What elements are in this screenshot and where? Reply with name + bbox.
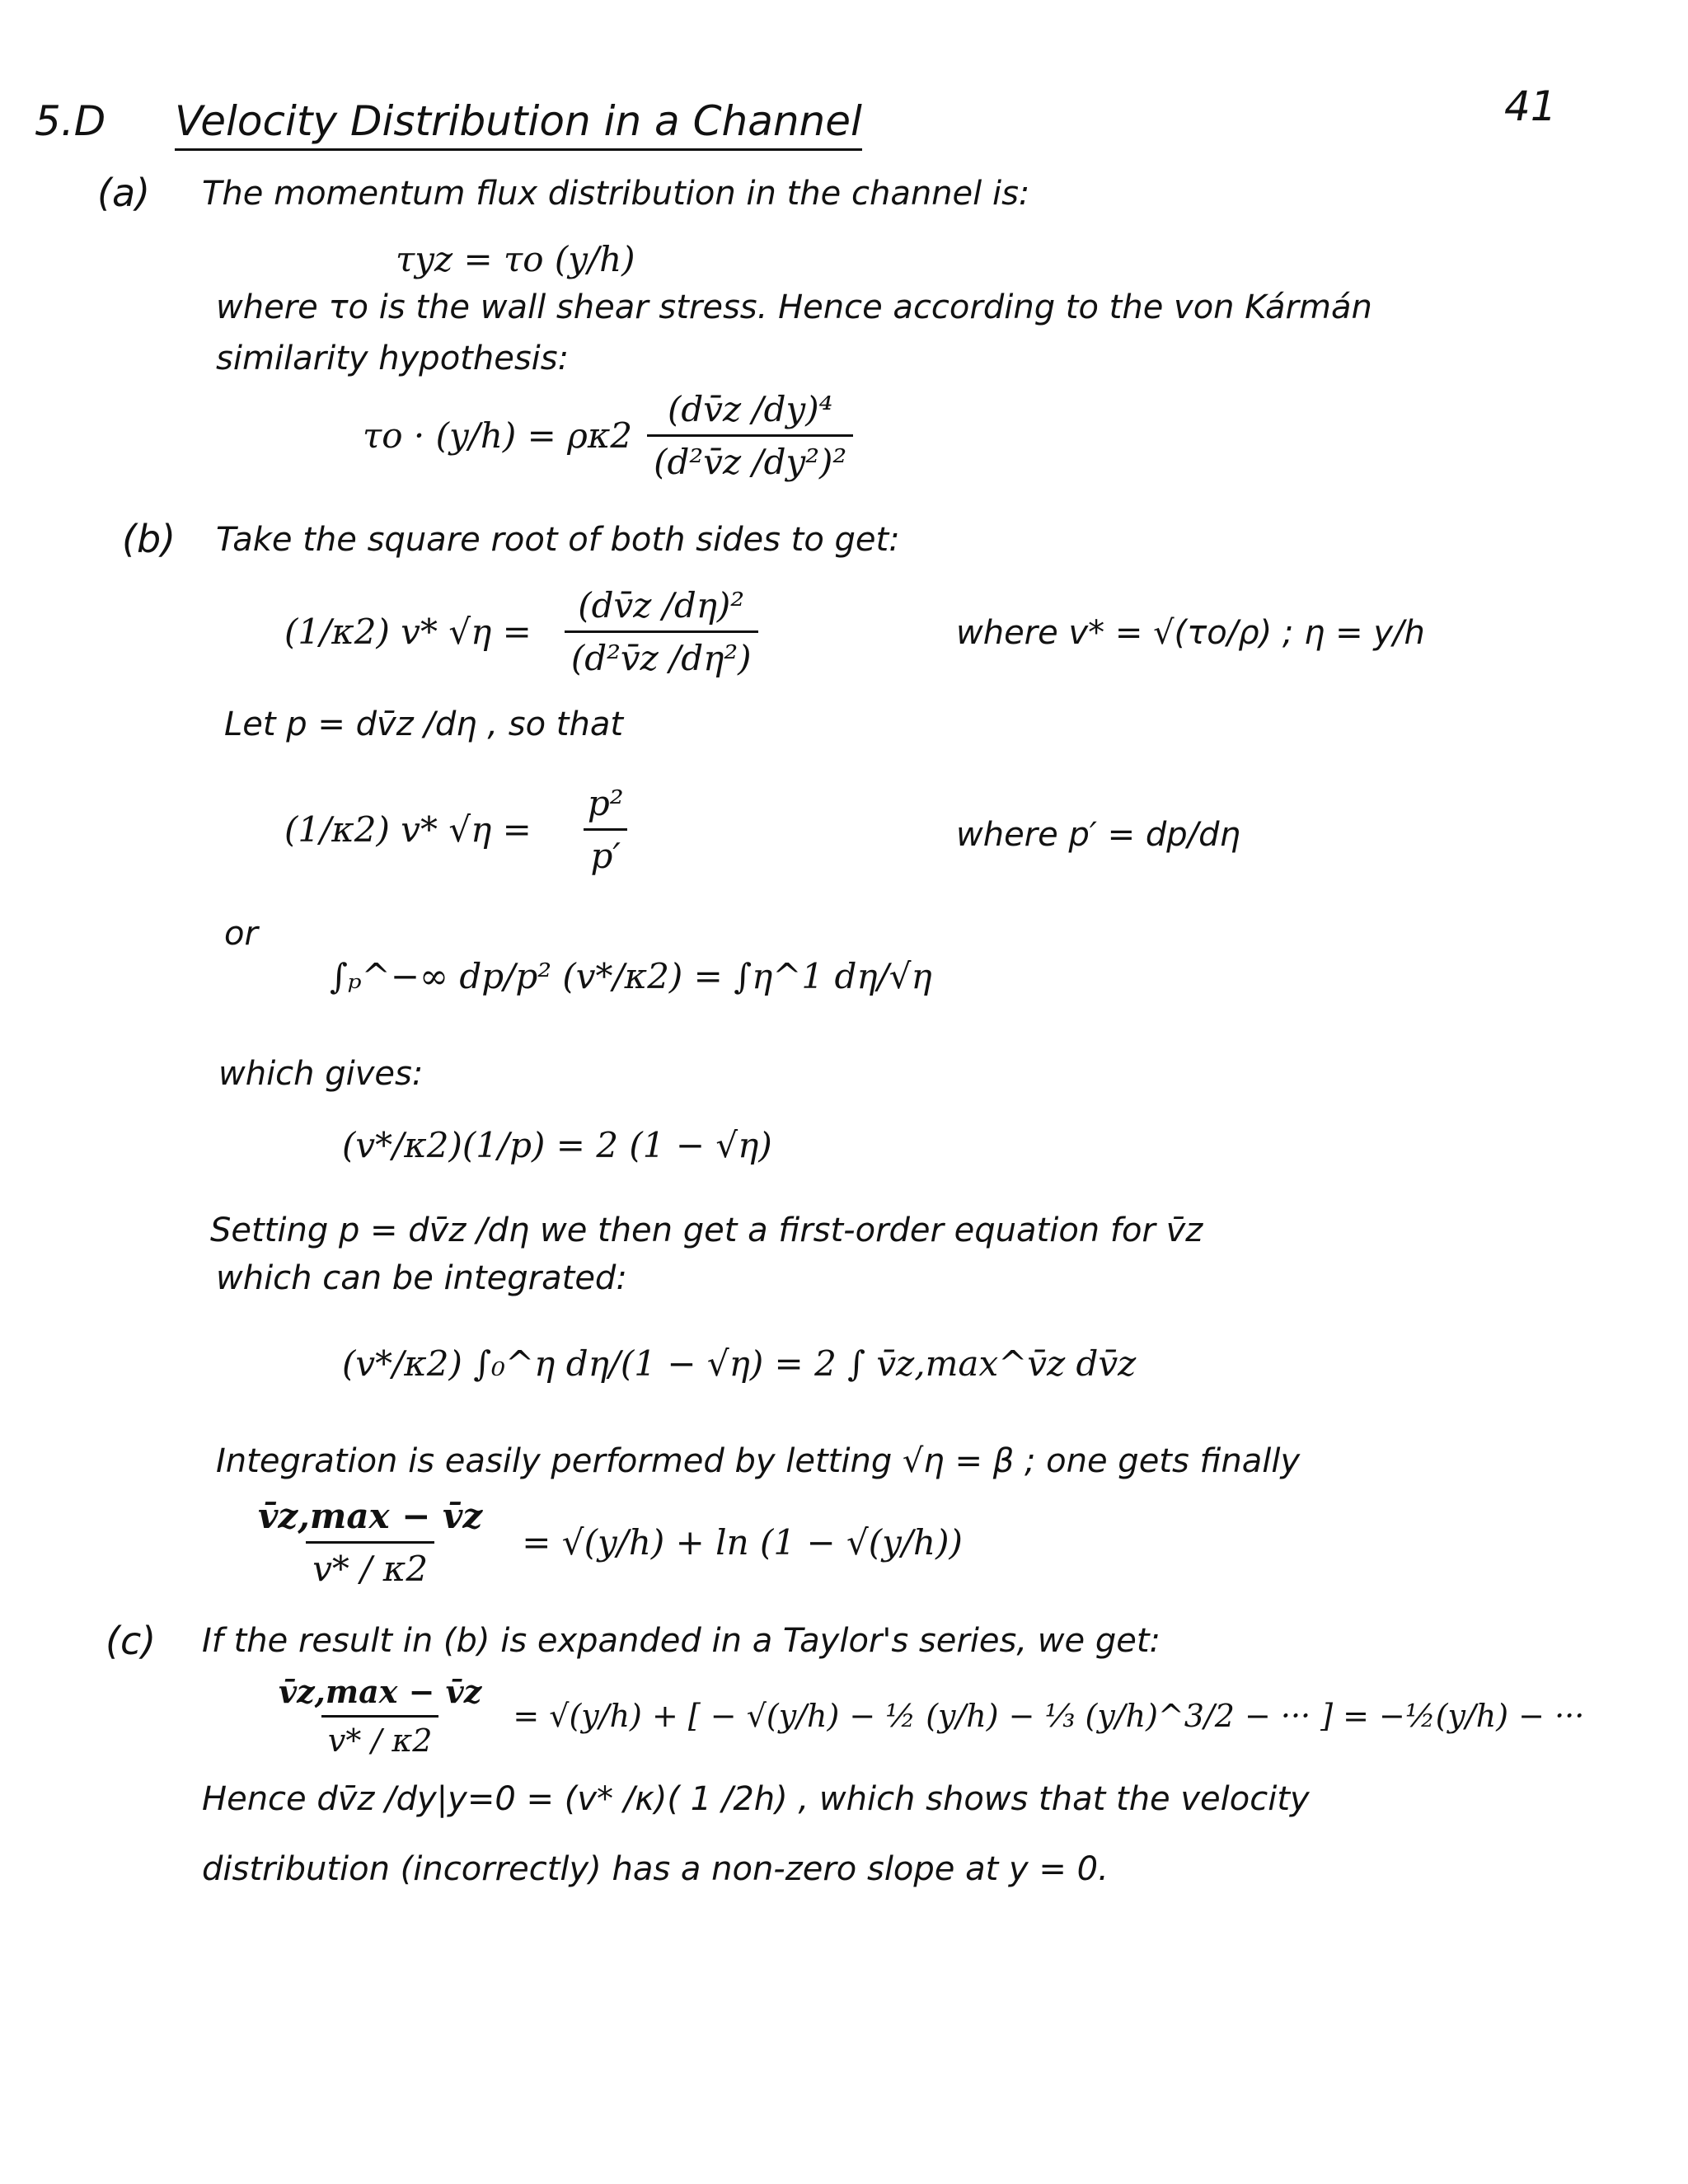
part-a-text-3: similarity hypothesis: <box>216 340 570 377</box>
part-c-equation-1 <box>272 1673 1584 1759</box>
page-number: 41 <box>1504 82 1557 130</box>
part-b-equation-4: (v*/κ2)(1/p) = 2 (1 − √η) <box>342 1125 772 1165</box>
part-c-eq1-fraction <box>272 1673 488 1759</box>
part-b-eq1-fraction <box>565 585 758 678</box>
part-b-or: or <box>224 915 258 953</box>
part-b-eq2-numerator: p² <box>587 783 624 823</box>
part-b-integration: Integration is easily performed by letting √η = β ; one gets finally <box>216 1442 1301 1480</box>
part-b-setting-1: Setting p = dv̄z /dη we then get a first-order equation for v̄z <box>210 1212 1203 1249</box>
part-b-eq1-where: where v* = √(τo/ρ) ; η = y/h <box>956 614 1425 652</box>
part-b-equation-5: (v*/κ2) ∫₀^η dη/(1 − √η) = 2 ∫ v̄z,max^v̄z dv̄z <box>342 1343 1137 1384</box>
part-b-eq6-denominator: v* / κ2 <box>306 1541 434 1589</box>
part-b-equation-6 <box>251 1496 963 1589</box>
part-a-equation-1: τyz = τo (y/h) <box>396 239 635 279</box>
part-b-eq6-fraction <box>251 1496 489 1589</box>
part-b-eq6-right: = √(y/h) + ln (1 − √(y/h)) <box>522 1522 963 1563</box>
part-b-eq1-numerator: (dv̄z /dη)² <box>578 585 745 626</box>
part-c-label: (c) <box>106 1619 157 1663</box>
part-b-eq1-denominator: (d²v̄z /dη²) <box>565 630 758 678</box>
part-a-intro: The momentum flux distribution in the channel is: <box>202 175 1030 213</box>
part-b-eq6-numerator: v̄z,max − v̄z <box>258 1496 483 1536</box>
part-b-setting-2: which can be integrated: <box>216 1259 627 1297</box>
part-c-intro: If the result in (b) is expanded in a Taylor's series, we get: <box>202 1622 1161 1660</box>
part-a-eq2-fraction <box>647 389 853 482</box>
section-number: 5.D <box>35 97 106 145</box>
part-b-eq2-fraction <box>581 783 631 876</box>
part-b-eq2-denominator: p′ <box>584 828 626 876</box>
part-a-eq2-numerator: (dv̄z /dy)⁴ <box>667 389 833 429</box>
part-b-which-gives: which gives: <box>218 1055 424 1093</box>
part-c-eq1-denominator: v* / κ2 <box>321 1715 439 1759</box>
part-b-equation-1 <box>284 585 758 678</box>
part-c-eq1-right: = √(y/h) + [ − √(y/h) − ½ (y/h) − ⅓ (y/h)^3/2 − ··· ] = −½(y/h) − ··· <box>513 1698 1585 1734</box>
part-b-intro: Take the square root of both sides to get: <box>216 521 900 559</box>
part-a-eq2-left: τo · (y/h) = ρκ2 <box>363 415 633 456</box>
part-c-hence: Hence dv̄z /dy|y=0 = (v* /κ)( 1 /2h) , which shows that the velocity <box>202 1780 1310 1818</box>
part-a-label: (a) <box>97 171 151 215</box>
part-b-eq2-left: (1/κ2) v* √η = <box>284 809 532 850</box>
part-a-eq2-denominator: (d²v̄z /dy²)² <box>647 434 853 482</box>
part-b-let: Let p = dv̄z /dη , so that <box>224 705 624 743</box>
page-title: Velocity Distribution in a Channel <box>175 97 862 151</box>
part-a-text-2: where τo is the wall shear stress. Hence according to the von Kármán <box>216 288 1372 326</box>
part-c-conclusion: distribution (incorrectly) has a non-zero slope at y = 0. <box>202 1850 1109 1888</box>
part-b-equation-3: ∫ₚ^−∞ dp/p² (v*/κ2) = ∫η^1 dη/√η <box>330 956 932 996</box>
part-b-eq2-where: where p′ = dp/dη <box>956 816 1240 854</box>
part-c-eq1-numerator: v̄z,max − v̄z <box>279 1673 482 1710</box>
part-b-eq1-left: (1/κ2) v* √η = <box>284 612 532 652</box>
part-a-equation-2 <box>363 389 853 482</box>
part-b-label: (b) <box>122 517 176 561</box>
part-b-equation-2 <box>284 783 631 876</box>
